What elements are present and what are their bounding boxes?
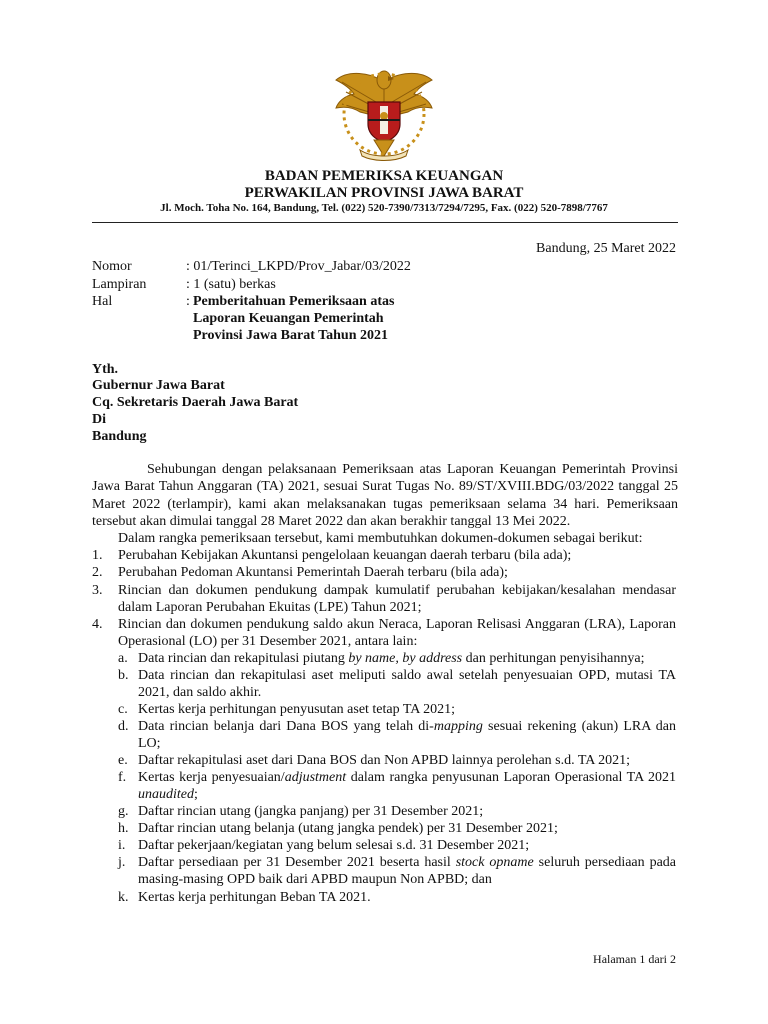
sublist-letter-g: g. [118, 804, 129, 819]
sublist-letter-j: j. [118, 855, 126, 870]
sublist-item-j-line2: masing-masing OPD baik dari APBD maupun Non APBD; dan [138, 872, 492, 887]
garuda-emblem-icon [330, 62, 438, 164]
body-paragraph-2: Dalam rangka pemeriksaan tersebut, kami membutuhkan dokumen-dokumen sebagai berikut: [118, 531, 643, 546]
lampiran-value: : 1 (satu) berkas [186, 277, 276, 292]
list-item-4-line2: Operasional (LO) per 31 Desember 2021, antara lain: [118, 634, 418, 649]
list-item-2: Perubahan Pedoman Akuntansi Pemerintah Daerah terbaru (bila ada); [118, 565, 508, 580]
sublist-letter-k: k. [118, 890, 129, 905]
sublist-item-h: Daftar rincian utang belanja (utang jangka pendek) per 31 Desember 2021; [138, 821, 558, 836]
list-number-4: 4. [92, 617, 103, 632]
recipient-yth: Yth. [92, 362, 119, 377]
list-item-3-line1: Rincian dan dokumen pendukung dampak kumulatif perubahan kebijakan/kesalahan mendasar [118, 583, 676, 598]
hal-colon: : [186, 294, 190, 309]
sublist-letter-e: e. [118, 753, 128, 768]
list-number-2: 2. [92, 565, 103, 580]
hal-line3: Provinsi Jawa Barat Tahun 2021 [193, 328, 389, 343]
sublist-item-a: Data rincian dan rekapitulasi piutang by name, by address dan perhitungan penyisihannya; [138, 651, 645, 666]
sublist-item-b-line1: Data rincian dan rekapitulasi aset meliputi saldo awal setelah penyesuaian OPD, mutasi TA [138, 668, 676, 683]
sublist-item-g: Daftar rincian utang (jangka panjang) per 31 Desember 2021; [138, 804, 484, 819]
sublist-item-j-line1: Daftar persediaan per 31 Desember 2021 beserta hasil stock opname seluruh persediaan pada [138, 855, 677, 870]
sublist-letter-f: f. [118, 770, 127, 785]
list-number-1: 1. [92, 548, 103, 563]
hal-label: Hal [92, 294, 113, 309]
list-item-4-line1: Rincian dan dokumen pendukung saldo akun Neraca, Laporan Relisasi Anggaran (LRA), Laporan [118, 617, 676, 632]
org-name-line1: BADAN PEMERIKSA KEUANGAN [264, 168, 504, 184]
body-p1-line4: tersebut akan dimulai tanggal 28 Maret 2022 dan akan berakhir tanggal 13 Mei 2022. [92, 514, 571, 529]
sublist-item-c: Kertas kerja perhitungan penyusutan aset tetap TA 2021; [138, 702, 456, 717]
sublist-letter-c: c. [118, 702, 128, 717]
sublist-letter-a: a. [118, 651, 128, 666]
hal-line2: Laporan Keuangan Pemerintah [193, 311, 384, 326]
recipient-di: Di [92, 412, 106, 427]
sublist-item-f-line2: unaudited; [138, 787, 198, 802]
list-item-3-line2: dalam Laporan Perubahan Ekuitas (LPE) Tahun 2021; [118, 600, 422, 615]
header-divider [92, 222, 678, 223]
sublist-letter-i: i. [118, 838, 126, 853]
sublist-item-k: Kertas kerja perhitungan Beban TA 2021. [138, 890, 371, 905]
list-number-3: 3. [92, 583, 103, 598]
sublist-item-d-line2: LO; [138, 736, 161, 751]
body-p1-line3: Maret 2022 (terlampir), kami akan melaksanakan tugas pemeriksaan selama 34 hari. Pemeriksaan [92, 497, 678, 512]
recipient-gubernur: Gubernur Jawa Barat [92, 378, 225, 393]
sublist-letter-b: b. [118, 668, 129, 683]
page-number: Halaman 1 dari 2 [593, 952, 676, 966]
hal-line1: Pemberitahuan Pemeriksaan atas [193, 294, 395, 309]
lampiran-label: Lampiran [92, 277, 147, 292]
list-item-1: Perubahan Kebijakan Akuntansi pengelolaan keuangan daerah terbaru (bila ada); [118, 548, 572, 563]
recipient-city: Bandung [92, 429, 147, 444]
sublist-item-i: Daftar pekerjaan/kegiatan yang belum selesai s.d. 31 Desember 2021; [138, 838, 530, 853]
body-p1-line2: Jawa Barat Tahun Anggaran (TA) 2021, sesuai Surat Tugas No. 89/ST/XVIII.BDG/03/2022 tanggal 25 [92, 479, 678, 494]
sublist-letter-d: d. [118, 719, 129, 734]
sublist-letter-h: h. [118, 821, 129, 836]
body-p1-line1: Sehubungan dengan pelaksanaan Pemeriksaan atas Laporan Keuangan Pemerintah Provinsi [147, 462, 678, 477]
org-address: Jl. Moch. Toha No. 164, Bandung, Tel. (022) 520-7390/7313/7294/7295, Fax. (022) 520-7898/7767 [160, 202, 608, 214]
sublist-item-b-line2: 2021, dan saldo akhir. [138, 685, 262, 700]
sublist-item-f-line1: Kertas kerja penyesuaian/adjustment dalam rangka penyusunan Laporan Operasional TA 2021 [138, 770, 676, 785]
sublist-item-d-line1: Data rincian belanja dari Dana BOS yang telah di-mapping sesuai rekening (akun) LRA dan [138, 719, 676, 734]
place-date: Bandung, 25 Maret 2022 [536, 241, 676, 256]
org-name-line2: PERWAKILAN PROVINSI JAWA BARAT [244, 185, 524, 201]
nomor-value: : 01/Terinci_LKPD/Prov_Jabar/03/2022 [186, 259, 411, 274]
sublist-item-e: Daftar rekapitulasi aset dari Dana BOS dan Non APBD lainnya perolehan s.d. TA 2021; [138, 753, 631, 768]
nomor-label: Nomor [92, 259, 132, 274]
recipient-sekda: Cq. Sekretaris Daerah Jawa Barat [92, 395, 299, 410]
